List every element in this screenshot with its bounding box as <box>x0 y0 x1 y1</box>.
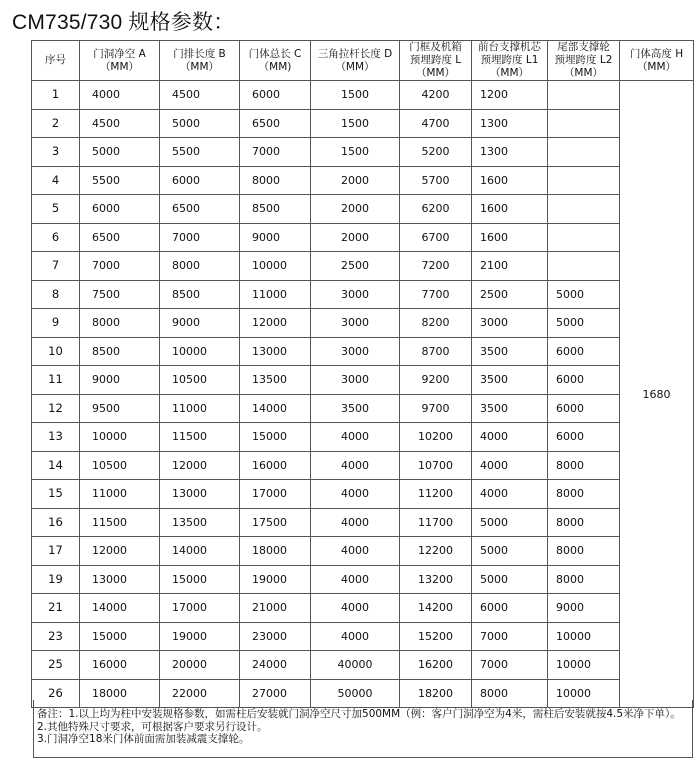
cell-b: 15000 <box>160 565 240 594</box>
cell-d: 3000 <box>311 309 400 338</box>
cell-l1: 1200 <box>472 81 548 110</box>
cell-l1: 3500 <box>472 337 548 366</box>
table-row <box>32 622 694 651</box>
cell-c: 21000 <box>240 594 311 623</box>
cell-l: 10700 <box>400 451 472 480</box>
cell-c: 6000 <box>240 81 311 110</box>
cell-l2: 8000 <box>548 480 620 509</box>
cell-b: 10500 <box>160 366 240 395</box>
table-row <box>32 537 694 566</box>
table-row <box>32 451 694 480</box>
cell-l1: 4000 <box>472 451 548 480</box>
cell-l: 13200 <box>400 565 472 594</box>
cell-l2: 10000 <box>548 679 620 708</box>
cell-idx: 19 <box>32 565 80 594</box>
header-c: 门体总长 C （MM) <box>240 41 311 81</box>
cell-b: 19000 <box>160 622 240 651</box>
cell-a: 16000 <box>80 651 160 680</box>
table-row <box>32 252 694 281</box>
cell-a: 5000 <box>80 138 160 167</box>
cell-idx: 5 <box>32 195 80 224</box>
cell-l: 10200 <box>400 423 472 452</box>
cell-b: 6500 <box>160 195 240 224</box>
cell-idx: 1 <box>32 81 80 110</box>
cell-d: 4000 <box>311 565 400 594</box>
cell-idx: 16 <box>32 508 80 537</box>
cell-idx: 10 <box>32 337 80 366</box>
cell-l1: 3500 <box>472 394 548 423</box>
cell-d: 2000 <box>311 195 400 224</box>
cell-a: 12000 <box>80 537 160 566</box>
cell-d: 3500 <box>311 394 400 423</box>
cell-idx: 23 <box>32 622 80 651</box>
cell-l: 7700 <box>400 280 472 309</box>
header-l1: 前台支撑机芯 预埋跨度 L1 （MM） <box>472 41 548 81</box>
cell-l2 <box>548 166 620 195</box>
cell-l1: 4000 <box>472 423 548 452</box>
cell-c: 13000 <box>240 337 311 366</box>
cell-l: 8700 <box>400 337 472 366</box>
cell-idx: 6 <box>32 223 80 252</box>
cell-l1: 3000 <box>472 309 548 338</box>
cell-c: 23000 <box>240 622 311 651</box>
cell-c: 14000 <box>240 394 311 423</box>
table-row <box>32 508 694 537</box>
cell-d: 4000 <box>311 480 400 509</box>
cell-a: 9500 <box>80 394 160 423</box>
cell-l1: 7000 <box>472 651 548 680</box>
table-row <box>32 480 694 509</box>
cell-d: 4000 <box>311 423 400 452</box>
cell-a: 11000 <box>80 480 160 509</box>
cell-idx: 12 <box>32 394 80 423</box>
cell-l1: 1300 <box>472 109 548 138</box>
cell-a: 5500 <box>80 166 160 195</box>
cell-l1: 5000 <box>472 537 548 566</box>
cell-b: 10000 <box>160 337 240 366</box>
cell-l: 9700 <box>400 394 472 423</box>
cell-d: 4000 <box>311 594 400 623</box>
cell-l1: 1300 <box>472 138 548 167</box>
cell-b: 5500 <box>160 138 240 167</box>
cell-d: 4000 <box>311 451 400 480</box>
header-b: 门排长度 B （MM） <box>160 41 240 81</box>
cell-l2: 8000 <box>548 565 620 594</box>
cell-l2: 5000 <box>548 280 620 309</box>
cell-c: 8500 <box>240 195 311 224</box>
cell-c: 12000 <box>240 309 311 338</box>
cell-c: 16000 <box>240 451 311 480</box>
cell-idx: 8 <box>32 280 80 309</box>
notes-block <box>33 700 693 758</box>
table-row <box>32 423 694 452</box>
cell-l1: 1600 <box>472 166 548 195</box>
table-row <box>32 166 694 195</box>
cell-l2: 5000 <box>548 309 620 338</box>
cell-d: 2000 <box>311 223 400 252</box>
cell-c: 27000 <box>240 679 311 708</box>
cell-c: 6500 <box>240 109 311 138</box>
table-row <box>32 109 694 138</box>
cell-l1: 3500 <box>472 366 548 395</box>
cell-c: 10000 <box>240 252 311 281</box>
cell-l: 8200 <box>400 309 472 338</box>
page-title: CM735/730 规格参数： <box>12 11 235 34</box>
cell-idx: 9 <box>32 309 80 338</box>
cell-b: 13000 <box>160 480 240 509</box>
cell-c: 19000 <box>240 565 311 594</box>
header-l2: 尾部支撑轮 预埋跨度 L2 （MM） <box>548 41 620 81</box>
cell-d: 50000 <box>311 679 400 708</box>
cell-c: 9000 <box>240 223 311 252</box>
cell-l2 <box>548 252 620 281</box>
cell-b: 13500 <box>160 508 240 537</box>
header-a: 门洞净空 A （MM） <box>80 41 160 81</box>
cell-l2: 9000 <box>548 594 620 623</box>
table-row <box>32 651 694 680</box>
table-row <box>32 195 694 224</box>
cell-a: 4000 <box>80 81 160 110</box>
table-row <box>32 309 694 338</box>
cell-l1: 2100 <box>472 252 548 281</box>
cell-b: 11000 <box>160 394 240 423</box>
cell-l1: 6000 <box>472 594 548 623</box>
cell-l2 <box>548 223 620 252</box>
cell-l: 5700 <box>400 166 472 195</box>
note-line-1: 备注：1.以上均为柱中安装规格参数，如需柱后安装就门洞净空尺寸加500MM（例：客户门洞净空为4米，需柱后安装就按4.5米净下单）。 <box>37 708 681 720</box>
cell-idx: 4 <box>32 166 80 195</box>
cell-c: 24000 <box>240 651 311 680</box>
table-row <box>32 565 694 594</box>
cell-idx: 26 <box>32 679 80 708</box>
cell-b: 8500 <box>160 280 240 309</box>
cell-a: 6000 <box>80 195 160 224</box>
cell-d: 3000 <box>311 280 400 309</box>
cell-b: 20000 <box>160 651 240 680</box>
cell-d: 4000 <box>311 508 400 537</box>
note-line-3: 3.门洞净空18米门体前面需加装减震支撑轮。 <box>37 733 250 745</box>
cell-a: 4500 <box>80 109 160 138</box>
header-d: 三角拉杆长度 D （MM） <box>311 41 400 81</box>
cell-l2: 8000 <box>548 451 620 480</box>
cell-height: 1680 <box>620 81 694 708</box>
header-h: 门体高度 H （MM） <box>620 41 694 81</box>
cell-l: 9200 <box>400 366 472 395</box>
cell-c: 15000 <box>240 423 311 452</box>
table-row <box>32 366 694 395</box>
cell-a: 18000 <box>80 679 160 708</box>
cell-a: 8500 <box>80 337 160 366</box>
cell-d: 40000 <box>311 651 400 680</box>
cell-c: 18000 <box>240 537 311 566</box>
header-idx: 序号 <box>32 41 80 81</box>
cell-l: 4700 <box>400 109 472 138</box>
cell-a: 10000 <box>80 423 160 452</box>
cell-l2: 10000 <box>548 622 620 651</box>
cell-l2: 8000 <box>548 508 620 537</box>
cell-idx: 21 <box>32 594 80 623</box>
cell-c: 17000 <box>240 480 311 509</box>
cell-b: 4500 <box>160 81 240 110</box>
cell-a: 7000 <box>80 252 160 281</box>
cell-d: 1500 <box>311 138 400 167</box>
cell-l1: 4000 <box>472 480 548 509</box>
cell-idx: 3 <box>32 138 80 167</box>
cell-b: 7000 <box>160 223 240 252</box>
table-row <box>32 138 694 167</box>
cell-idx: 7 <box>32 252 80 281</box>
cell-a: 6500 <box>80 223 160 252</box>
cell-c: 13500 <box>240 366 311 395</box>
cell-l1: 2500 <box>472 280 548 309</box>
cell-idx: 2 <box>32 109 80 138</box>
table-row <box>32 337 694 366</box>
table-row <box>32 223 694 252</box>
cell-l1: 1600 <box>472 223 548 252</box>
cell-a: 11500 <box>80 508 160 537</box>
cell-l2: 6000 <box>548 366 620 395</box>
note-line-2: 2.其他特殊尺寸要求，可根据客户要求另行设计。 <box>37 720 268 733</box>
cell-a: 7500 <box>80 280 160 309</box>
cell-b: 14000 <box>160 537 240 566</box>
cell-l2 <box>548 138 620 167</box>
cell-a: 10500 <box>80 451 160 480</box>
cell-d: 3000 <box>311 337 400 366</box>
cell-l1: 1600 <box>472 195 548 224</box>
cell-idx: 13 <box>32 423 80 452</box>
cell-l1: 8000 <box>472 679 548 708</box>
cell-c: 8000 <box>240 166 311 195</box>
cell-d: 4000 <box>311 537 400 566</box>
cell-idx: 14 <box>32 451 80 480</box>
cell-d: 4000 <box>311 622 400 651</box>
cell-b: 22000 <box>160 679 240 708</box>
header-row <box>32 41 694 81</box>
cell-l2: 6000 <box>548 423 620 452</box>
cell-idx: 17 <box>32 537 80 566</box>
table-row <box>32 594 694 623</box>
cell-a: 9000 <box>80 366 160 395</box>
table-row <box>32 81 694 110</box>
cell-l: 6700 <box>400 223 472 252</box>
cell-l2 <box>548 195 620 224</box>
cell-b: 9000 <box>160 309 240 338</box>
cell-c: 11000 <box>240 280 311 309</box>
cell-b: 17000 <box>160 594 240 623</box>
cell-b: 5000 <box>160 109 240 138</box>
cell-d: 2000 <box>311 166 400 195</box>
cell-l: 11200 <box>400 480 472 509</box>
cell-idx: 25 <box>32 651 80 680</box>
cell-l: 4200 <box>400 81 472 110</box>
cell-d: 1500 <box>311 81 400 110</box>
cell-c: 17500 <box>240 508 311 537</box>
cell-a: 8000 <box>80 309 160 338</box>
cell-b: 12000 <box>160 451 240 480</box>
cell-l: 7200 <box>400 252 472 281</box>
cell-a: 14000 <box>80 594 160 623</box>
cell-l: 16200 <box>400 651 472 680</box>
cell-l1: 5000 <box>472 565 548 594</box>
cell-l: 12200 <box>400 537 472 566</box>
cell-l: 11700 <box>400 508 472 537</box>
cell-l1: 5000 <box>472 508 548 537</box>
cell-c: 7000 <box>240 138 311 167</box>
cell-d: 1500 <box>311 109 400 138</box>
cell-b: 8000 <box>160 252 240 281</box>
cell-l: 14200 <box>400 594 472 623</box>
cell-l2: 10000 <box>548 651 620 680</box>
spec-table <box>31 40 694 708</box>
cell-l: 6200 <box>400 195 472 224</box>
cell-d: 2500 <box>311 252 400 281</box>
cell-l: 18200 <box>400 679 472 708</box>
cell-a: 13000 <box>80 565 160 594</box>
cell-a: 15000 <box>80 622 160 651</box>
cell-l2: 8000 <box>548 537 620 566</box>
cell-l2 <box>548 81 620 110</box>
cell-l: 5200 <box>400 138 472 167</box>
header-l: 门框及机箱 预埋跨度 L （MM） <box>400 41 472 81</box>
cell-idx: 15 <box>32 480 80 509</box>
cell-b: 11500 <box>160 423 240 452</box>
cell-l2: 6000 <box>548 337 620 366</box>
cell-l: 15200 <box>400 622 472 651</box>
cell-l1: 7000 <box>472 622 548 651</box>
cell-d: 3000 <box>311 366 400 395</box>
cell-l2: 6000 <box>548 394 620 423</box>
cell-l2 <box>548 109 620 138</box>
cell-b: 6000 <box>160 166 240 195</box>
table-row <box>32 280 694 309</box>
cell-idx: 11 <box>32 366 80 395</box>
table-row <box>32 394 694 423</box>
